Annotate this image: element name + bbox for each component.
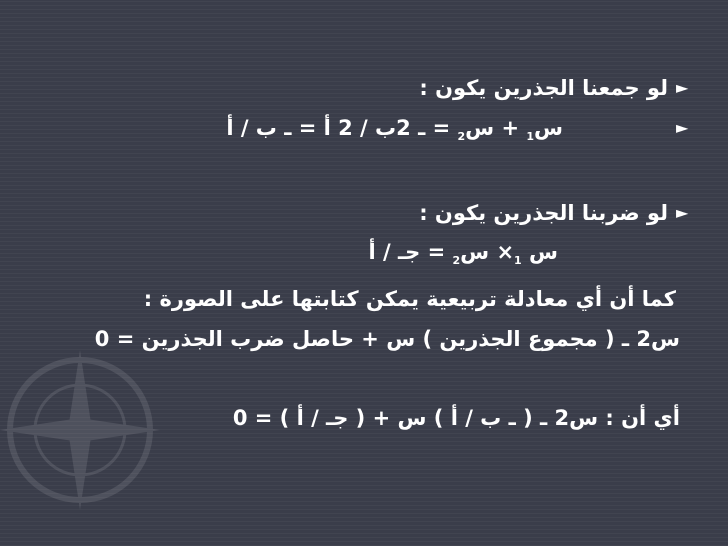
formula-part: × س — [460, 240, 515, 264]
product-roots-heading: لو ضربنا الجذرين يكون : — [419, 201, 668, 225]
formula-part: + س — [465, 116, 527, 140]
bullet-icon: ► — [676, 78, 689, 97]
formula-sub: 1 — [526, 130, 535, 144]
quadratic-form-intro: كما أن أي معادلة تربيعية يمكن كتابتها على الصورة : — [143, 287, 676, 311]
product-roots-formula — [368, 238, 558, 275]
bullet-icon: ► — [676, 203, 689, 222]
sum-roots-heading: لو جمعنا الجذرين يكون : — [419, 76, 668, 100]
formula-part: س — [521, 240, 558, 264]
bullet-icon: ► — [676, 118, 689, 137]
formula-sub: 2 — [452, 254, 461, 268]
formula-part: = جـ / أ — [368, 240, 453, 264]
formula-sub: 1 — [514, 254, 522, 268]
formula-sub: 2 — [457, 130, 466, 144]
sum-roots-formula — [226, 114, 563, 151]
quadratic-substituted-form: أي أن : س2 ـ ( ـ ب / أ ) س + ( جـ / أ ) = 0 — [232, 406, 680, 430]
quadratic-general-form: س2 ـ ( مجموع الجذرين ) س + حاصل ضرب الجذرين = 0 — [94, 327, 680, 351]
formula-part: س — [534, 116, 563, 140]
formula-part: = ـ 2ب / 2 أ = ـ ب / أ — [226, 116, 458, 140]
